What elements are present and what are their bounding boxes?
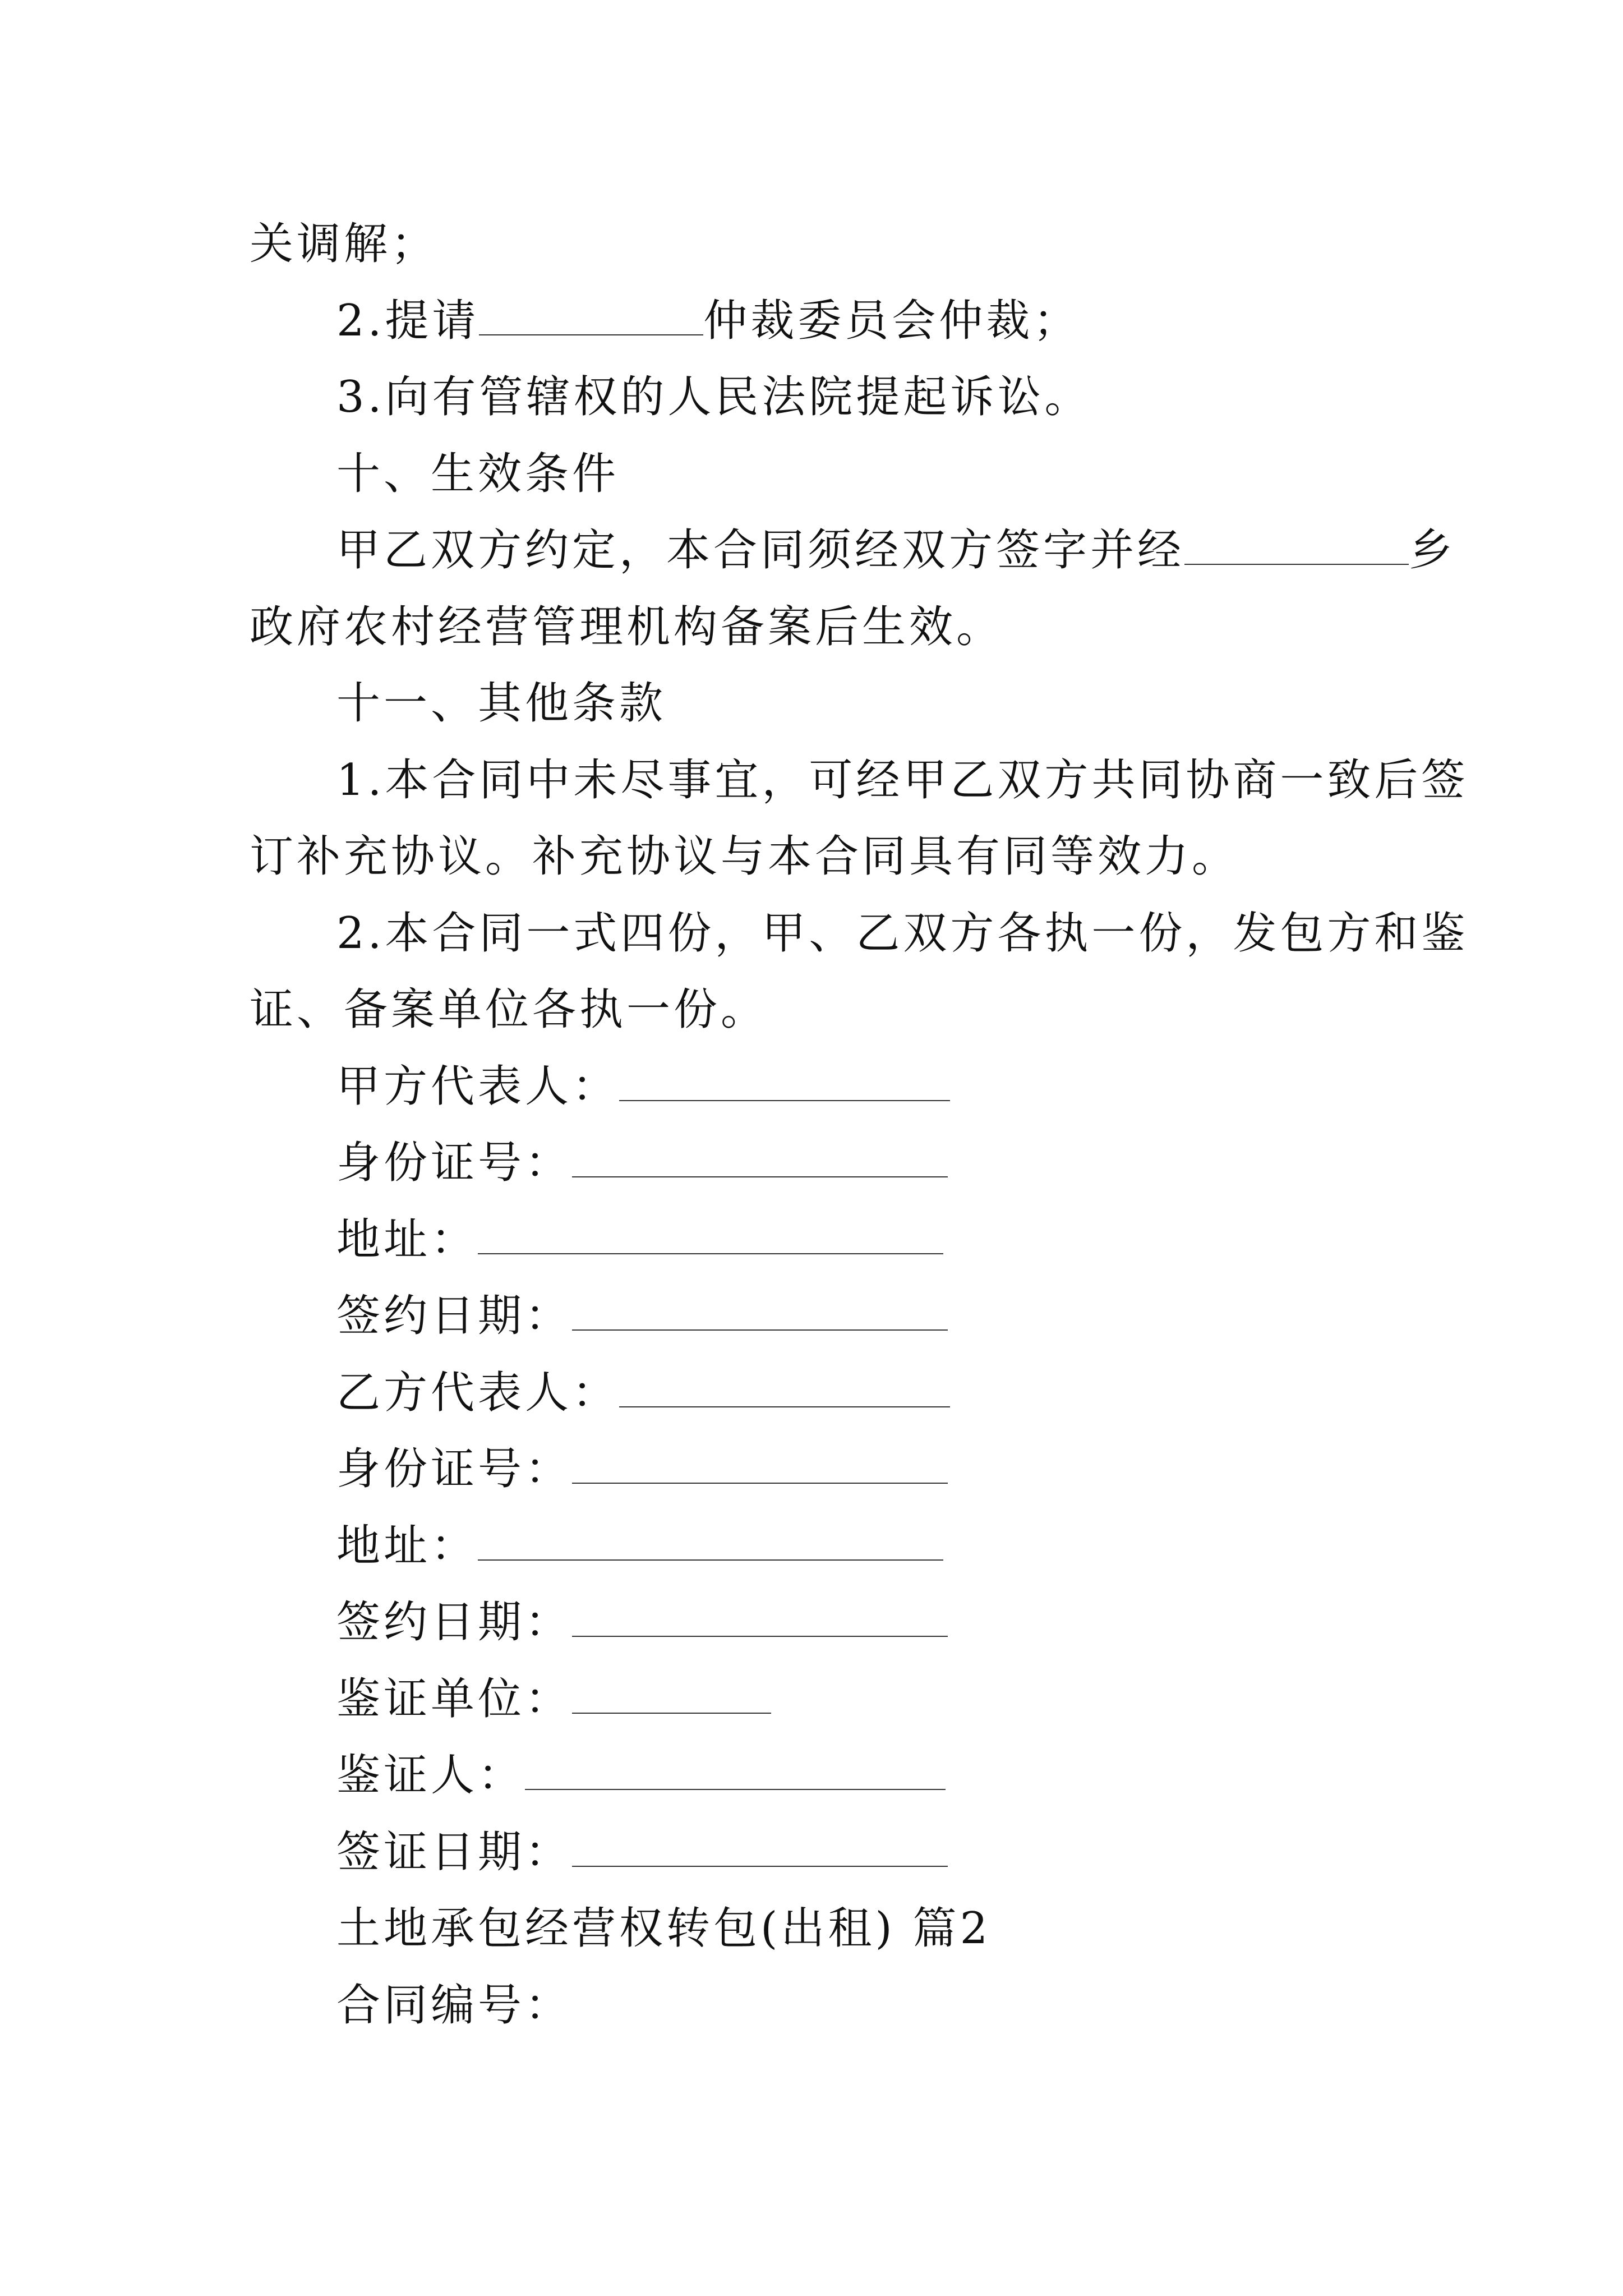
paragraph-line xyxy=(336,522,1456,578)
paragraph-line xyxy=(336,369,1091,425)
fill-blank xyxy=(572,1830,948,1867)
line-text: 3.向有管辖权的人民法院提起诉讼。 xyxy=(336,372,1092,422)
signature-line-party-b-address xyxy=(336,1518,943,1574)
fill-blank xyxy=(572,1677,771,1714)
contract-number-line xyxy=(336,1977,572,2033)
heading-text: 十、生效条件 xyxy=(336,449,620,499)
field-label: 身份证号： xyxy=(336,1444,573,1494)
signature-line-party-b-date xyxy=(336,1594,948,1650)
fill-blank xyxy=(1184,528,1409,565)
paragraph-line xyxy=(250,216,438,272)
field-label: 乙方代表人： xyxy=(336,1368,620,1418)
signature-line-party-a-id xyxy=(336,1135,948,1191)
field-label: 身份证号： xyxy=(336,1138,573,1188)
signature-line-verify-unit xyxy=(336,1671,771,1727)
line-text: 2.本合同一式四份，甲、乙双方各执一份，发包方和鉴 xyxy=(336,908,1469,959)
field-label: 签证日期： xyxy=(336,1827,573,1878)
field-label: 鉴证单位： xyxy=(336,1674,573,1724)
field-label: 合同编号： xyxy=(336,1980,573,2031)
fill-blank xyxy=(572,1140,948,1177)
line-text: 政府农村经营管理机构备案后生效。 xyxy=(250,602,1004,652)
line-text: 订补充协议。补充协议与本合同具有同等效力。 xyxy=(250,831,1239,882)
fill-blank xyxy=(525,1753,946,1790)
signature-line-party-a-rep xyxy=(336,1059,950,1115)
field-label: 甲方代表人： xyxy=(336,1061,620,1112)
fill-blank xyxy=(478,1524,943,1561)
paragraph-line xyxy=(250,982,768,1038)
paragraph-line xyxy=(336,752,1468,808)
fill-blank xyxy=(619,1064,950,1101)
field-label: 签约日期： xyxy=(336,1597,573,1648)
next-section-title xyxy=(336,1901,991,1957)
paragraph-line xyxy=(250,599,1003,655)
paragraph-line xyxy=(336,905,1468,961)
heading-text: 土地承包经营权转包(出租) 篇2 xyxy=(336,1903,992,1954)
section-heading xyxy=(336,446,619,502)
heading-text: 十一、其他条款 xyxy=(336,678,667,729)
signature-line-party-a-address xyxy=(336,1212,943,1268)
signature-line-party-a-date xyxy=(336,1288,948,1344)
fill-blank xyxy=(572,1294,948,1331)
field-label: 地址： xyxy=(336,1214,478,1265)
signature-line-verifier xyxy=(336,1747,946,1803)
line-text: 2.提请 xyxy=(336,296,479,346)
line-text: 仲裁委员会仲裁； xyxy=(703,296,1081,346)
field-label: 地址： xyxy=(336,1521,478,1571)
line-text: 1.本合同中未尽事宜，可经甲乙双方共同协商一致后签 xyxy=(336,755,1469,806)
line-text: 乡 xyxy=(1409,525,1456,576)
field-label: 签约日期： xyxy=(336,1291,573,1341)
fill-blank xyxy=(572,1447,948,1484)
signature-line-party-b-rep xyxy=(336,1365,950,1421)
fill-blank xyxy=(479,298,703,335)
line-text: 证、备案单位各执一份。 xyxy=(250,984,768,1035)
paragraph-line xyxy=(250,829,1239,885)
paragraph-line xyxy=(336,293,1080,349)
line-text: 甲乙双方约定，本合同须经双方签字并经 xyxy=(336,525,1185,576)
line-text: 关调解； xyxy=(250,219,439,269)
fill-blank xyxy=(572,1600,948,1637)
fill-blank xyxy=(478,1217,943,1254)
section-heading xyxy=(336,675,666,731)
fill-blank xyxy=(619,1370,950,1407)
field-label: 鉴证人： xyxy=(336,1750,525,1801)
signature-line-verify-date xyxy=(336,1824,948,1880)
signature-line-party-b-id xyxy=(336,1441,948,1497)
